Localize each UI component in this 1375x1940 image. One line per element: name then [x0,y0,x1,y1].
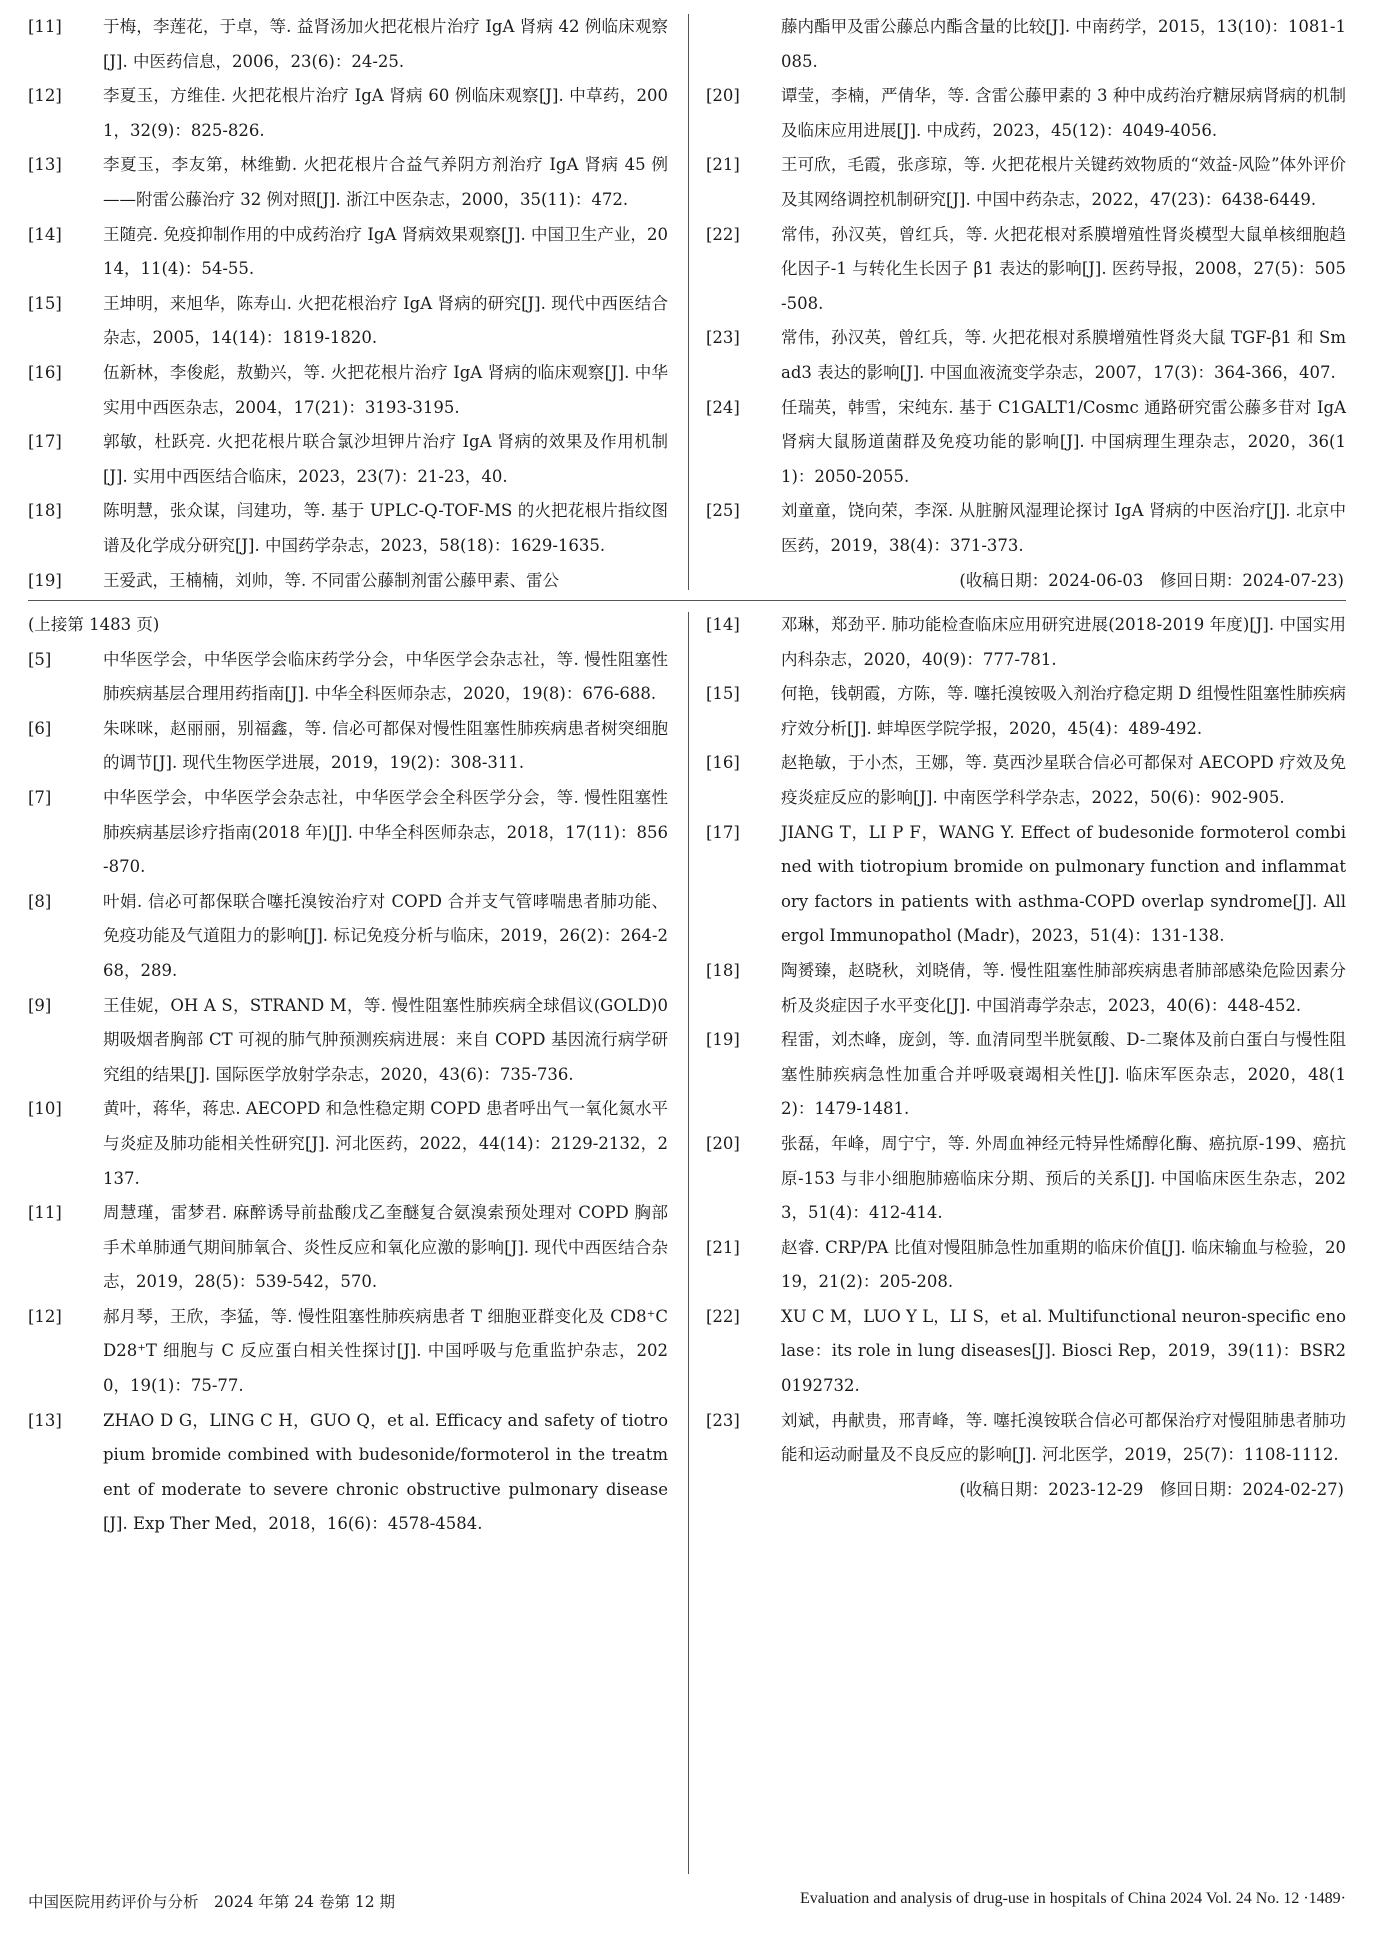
reference-item [706,1404,1346,1473]
bottom-left-ref-list [28,643,668,1542]
reference-item [28,1404,668,1542]
reference-item [28,781,668,885]
reference-item [706,321,1346,390]
reference-number: [18] [706,960,740,980]
reference-text: 周慧瑾，雷梦君. 麻醉诱导前盐酸戊乙奎醚复合氨溴索预处理对 COPD 胸部手术单肺通气期间肺氧合、炎性反应和氧化应激的影响[J]. 现代中西医结合杂志，2019，28(5)：539-542，570. [103,1203,668,1292]
reference-item [706,391,1346,495]
reference-item [28,564,668,599]
reference-item [28,425,668,494]
reference-text: 陶赟臻，赵晓秋，刘晓倩，等. 慢性阻塞性肺部疾病患者肺部感染危险因素分析及炎症因子水平变化[J]. 中国消毒学杂志，2023，40(6)：448-452. [781,960,1346,1015]
reference-text: 王可欣，毛霞，张彦琼，等. 火把花根片关键药效物质的“效益-风险”体外评价及其网络调控机制研究[J]. 中国中药杂志，2022，47(23)：6438-6449. [781,155,1346,209]
reference-text: XU C M，LUO Y L，LI S，et al. Multifunctional neuron-specific enolase：its role in lung diseases[J]. Biosci Rep，2019，39(11)：BSR20192732. [781,1306,1346,1396]
reference-number: [13] [28,1410,62,1430]
reference-text: 李夏玉，李友第，林维勤. 火把花根片合益气养阴方剂治疗 IgA 肾病 45 例——附雷公藤治疗 32 例对照[J]. 浙江中医杂志，2000，35(11)：472. [103,155,668,209]
reference-number: [9] [28,995,52,1015]
bottom-right-column [706,608,1346,1507]
reference-number: [8] [28,891,52,911]
reference-number: [22] [706,1306,740,1326]
reference-text: 何艳，钱朝霞，方陈，等. 噻托溴铵吸入剂治疗稳定期 D 组慢性阻塞性肺疾病疗效分析[J]. 蚌埠医学院学报，2020，45(4)：489-492. [781,684,1346,738]
reference-text: 陈明慧，张众谋，闫建功，等. 基于 UPLC-Q-TOF-MS 的火把花根片指纹图谱及化学成分研究[J]. 中国药学杂志，2023，58(18)：1629-1635. [103,501,668,555]
top-left-column [28,10,668,598]
reference-item [28,494,668,563]
reference-item [28,1092,668,1196]
reference-number: [19] [706,1030,740,1050]
reference-text: 中华医学会，中华医学会杂志社，中华医学会全科医学分会，等. 慢性阻塞性肺疾病基层诊疗指南(2018 年)[J]. 中华全科医师杂志，2018，17(11)：856-870. [103,787,668,877]
reference-text: 于梅，李莲花，于卓，等. 益肾汤加火把花根片治疗 IgA 肾病 42 例临床观察[J]. 中医药信息，2006，23(6)：24-25. [103,17,668,71]
reference-number: [11] [28,1203,62,1223]
reference-number: [11] [28,17,62,36]
reference-number: [15] [706,684,740,704]
reference-item [28,218,668,287]
top-right-continuation [706,10,1346,79]
bottom-right-ref-list [706,608,1346,1473]
reference-item [28,148,668,217]
reference-item [706,1127,1346,1231]
reference-number: [13] [28,155,62,175]
reference-number: [14] [706,615,740,634]
reference-number: [25] [706,501,740,521]
reference-item [28,643,668,712]
reference-item [28,356,668,425]
top-right-column [706,10,1346,598]
reference-number: [16] [28,362,62,382]
reference-item [706,1300,1346,1404]
reference-text: 伍新林，李俊彪，敖勤兴，等. 火把花根片治疗 IgA 肾病的临床观察[J]. 中华实用中西医杂志，2004，17(21)：3193-3195. [103,362,668,417]
reference-item [28,989,668,1093]
reference-text: 张磊，年峰，周宁宁，等. 外周血神经元特异性烯醇化酶、癌抗原-199、癌抗原-153 与非小细胞肺癌临床分期、预后的关系[J]. 中国临床医生杂志，2023，51(4)：412-414. [781,1133,1346,1223]
reference-item [706,677,1346,746]
reference-text: 黄叶，蒋华，蒋忠. AECOPD 和急性稳定期 COPD 患者呼出气一氧化氮水平与炎症及肺功能相关性研究[J]. 河北医药，2022，44(14)：2129-2132，2137. [103,1099,668,1188]
reference-number: [24] [706,397,740,417]
reference-item [706,954,1346,1023]
top-right-ref-list [706,79,1346,563]
reference-text: 王坤明，来旭华，陈寿山. 火把花根治疗 IgA 肾病的研究[J]. 现代中西医结合杂志，2005，14(14)：1819-1820. [103,293,668,348]
reference-item [706,746,1346,815]
reference-text: 刘童童，饶向荣，李深. 从脏腑风湿理论探讨 IgA 肾病的中医治疗[J]. 北京中医药，2019，38(4)：371-373. [781,501,1346,555]
reference-number: [22] [706,224,740,244]
top-column-divider [688,14,689,590]
reference-text: ZHAO D G，LING C H，GUO Q，et al. Efficacy and safety of tiotropium bromide combined with budesonide/formoterol in the treatment of moderate to severe chronic obstructive pulmonary disease[J]. Exp Ther Med，2018，16(6)：4578-4584. [103,1410,668,1534]
footer-journal-cn: 中国医院用药评价与分析 2024 年第 24 卷第 12 期 [28,1893,396,1911]
reference-text: 任瑞英，韩雪，宋纯东. 基于 C1GALT1/Cosmc 通路研究雷公藤多苷对 IgA 肾病大鼠肠道菌群及免疫功能的影响[J]. 中国病理生理杂志，2020，36(11)：2050-2055. [781,397,1346,486]
reference-text: 中华医学会，中华医学会临床药学分会，中华医学会杂志社，等. 慢性阻塞性肺疾病基层合理用药指南[J]. 中华全科医师杂志，2020，19(8)：676-688. [103,649,668,704]
reference-number: [15] [28,293,62,313]
reference-text: 叶娟. 信必可都保联合噻托溴铵治疗对 COPD 合并支气管哮喘患者肺功能、免疫功能及气道阻力的影响[J]. 标记免疫分析与临床，2019，26(2)：264-268，289. [103,891,668,980]
reference-item [28,1196,668,1300]
reference-text: 李夏玉，方维佳. 火把花根片治疗 IgA 肾病 60 例临床观察[J]. 中草药，2001，32(9)：825-826. [103,86,668,140]
reference-text: 王爱武，王楠楠，刘帅，等. 不同雷公藤制剂雷公藤甲素、雷公 [103,570,559,590]
reference-number: [12] [28,1306,62,1326]
continuation-text: 藤内酯甲及雷公藤总内酯含量的比较[J]. 中南药学，2015，13(10)：1081-1085. [781,17,1346,71]
reference-item [706,1231,1346,1300]
reference-number: [7] [28,787,52,807]
reference-text: 邓琳，郑劲平. 肺功能检查临床应用研究进展(2018-2019 年度)[J]. 中国实用内科杂志，2020，40(9)：777-781. [781,615,1346,669]
top-left-ref-list [28,10,668,598]
reference-text: 赵艳敏，于小杰，王娜，等. 莫西沙星联合信必可都保对 AECOPD 疗效及免疫炎症反应的影响[J]. 中南医学科学杂志，2022，50(6)：902-905. [781,753,1346,807]
reference-item [28,10,668,79]
reference-number: [16] [706,753,740,773]
reference-number: [5] [28,649,52,669]
reference-number: [20] [706,1133,740,1153]
reference-item [706,1023,1346,1127]
reference-text: 赵睿. CRP/PA 比值对慢阻肺急性加重期的临床价值[J]. 临床输血与检验，2019，21(2)：205-208. [781,1237,1346,1292]
reference-text: 王随亮. 免疫抑制作用的中成药治疗 IgA 肾病效果观察[J]. 中国卫生产业，2014，11(4)：54-55. [103,224,668,279]
reference-item [28,79,668,148]
reference-number: [20] [706,86,740,106]
reference-item [706,79,1346,148]
reference-text: 王佳妮，OH A S，STRAND M，等. 慢性阻塞性肺疾病全球倡议(GOLD)0 期吸烟者胸部 CT 可视的肺气肿预测疾病进展：来自 COPD 基因流行病学研究组的结果[J]. 国际医学放射学杂志，2020，43(6)：735-736. [103,995,668,1084]
reference-number: [23] [706,328,740,348]
reference-number: [23] [706,1410,740,1430]
reference-text: 朱咪咪，赵丽丽，别福鑫，等. 信必可都保对慢性阻塞性肺疾病患者树突细胞的调节[J]. 现代生物医学进展，2019，19(2)：308-311. [103,718,668,773]
bottom-column-divider [688,612,689,1874]
reference-text: 程雷，刘杰峰，庞剑，等. 血清同型半胱氨酸、D-二聚体及前白蛋白与慢性阻塞性肺疾病急性加重合并呼吸衰竭相关性[J]. 临床军医杂志，2020，48(12)：1479-1481. [781,1030,1346,1119]
reference-number: [17] [706,822,740,842]
bottom-received-dates: (收稿日期：2023-12-29 修回日期：2024-02-27) [959,1479,1344,1499]
reference-item [706,494,1346,563]
reference-number: [14] [28,224,62,244]
reference-text: 郝月琴，王欣，李猛，等. 慢性阻塞性肺疾病患者 T 细胞亚群变化及 CD8⁺CD28⁺T 细胞与 C 反应蛋白相关性探讨[J]. 中国呼吸与危重监护杂志，2020，19(1)：75-77. [103,1306,668,1396]
reference-number: [6] [28,718,52,738]
section-divider [28,600,1346,601]
reference-number: [17] [28,432,62,452]
footer-journal-en: Evaluation and analysis of drug-use in hospitals of China 2024 Vol. 24 No. 12 ·1489· [799,1890,1346,1907]
reference-number: [21] [706,1237,740,1257]
reference-text: 刘斌，冉献贵，邢青峰，等. 噻托溴铵联合信必可都保治疗对慢阻肺患者肺功能和运动耐量及不良反应的影响[J]. 河北医学，2019，25(7)：1108-1112. [781,1410,1346,1465]
reference-number: [18] [28,501,62,521]
reference-item [706,218,1346,322]
reference-text: 谭莹，李楠，严倩华，等. 含雷公藤甲素的 3 种中成药治疗糖尿病肾病的机制及临床应用进展[J]. 中成药，2023，45(12)：4049-4056. [781,86,1346,140]
reference-item [28,712,668,781]
reference-number: [12] [28,86,62,106]
reference-text: 常伟，孙汉英，曾红兵，等. 火把花根对系膜增殖性肾炎大鼠 TGF-β1 和 Smad3 表达的影响[J]. 中国血液流变学杂志，2007，17(3)：364-366，407. [781,328,1346,382]
bottom-left-column [28,608,668,1542]
reference-item [706,608,1346,677]
reference-item [706,148,1346,217]
top-received-dates: (收稿日期：2024-06-03 修回日期：2024-07-23) [959,570,1344,590]
reference-text: 郭敏，杜跃亮. 火把花根片联合氯沙坦钾片治疗 IgA 肾病的效果及作用机制[J]. 实用中西医结合临床，2023，23(7)：21-23，40. [103,432,668,486]
reference-number: [19] [28,570,62,590]
reference-item [28,1300,668,1404]
continued-from-note: (上接第 1483 页) [28,615,160,634]
reference-text: JIANG T，LI P F，WANG Y. Effect of budesonide formoterol combined with tiotropium bromide on pulmonary function and inflammatory factors in patients with asthma-COPD overlap syndrome[J]. Allergol Immunopathol (Madr)，2023，51(4)：131-138. [781,822,1346,946]
reference-number: [10] [28,1099,62,1119]
reference-number: [21] [706,155,740,175]
reference-item [706,816,1346,954]
reference-item [28,885,668,989]
reference-text: 常伟，孙汉英，曾红兵，等. 火把花根对系膜增殖性肾炎模型大鼠单核细胞趋化因子-1 与转化生长因子 β1 表达的影响[J]. 医药导报，2008，27(5)：505-508. [781,224,1346,313]
reference-item [28,287,668,356]
